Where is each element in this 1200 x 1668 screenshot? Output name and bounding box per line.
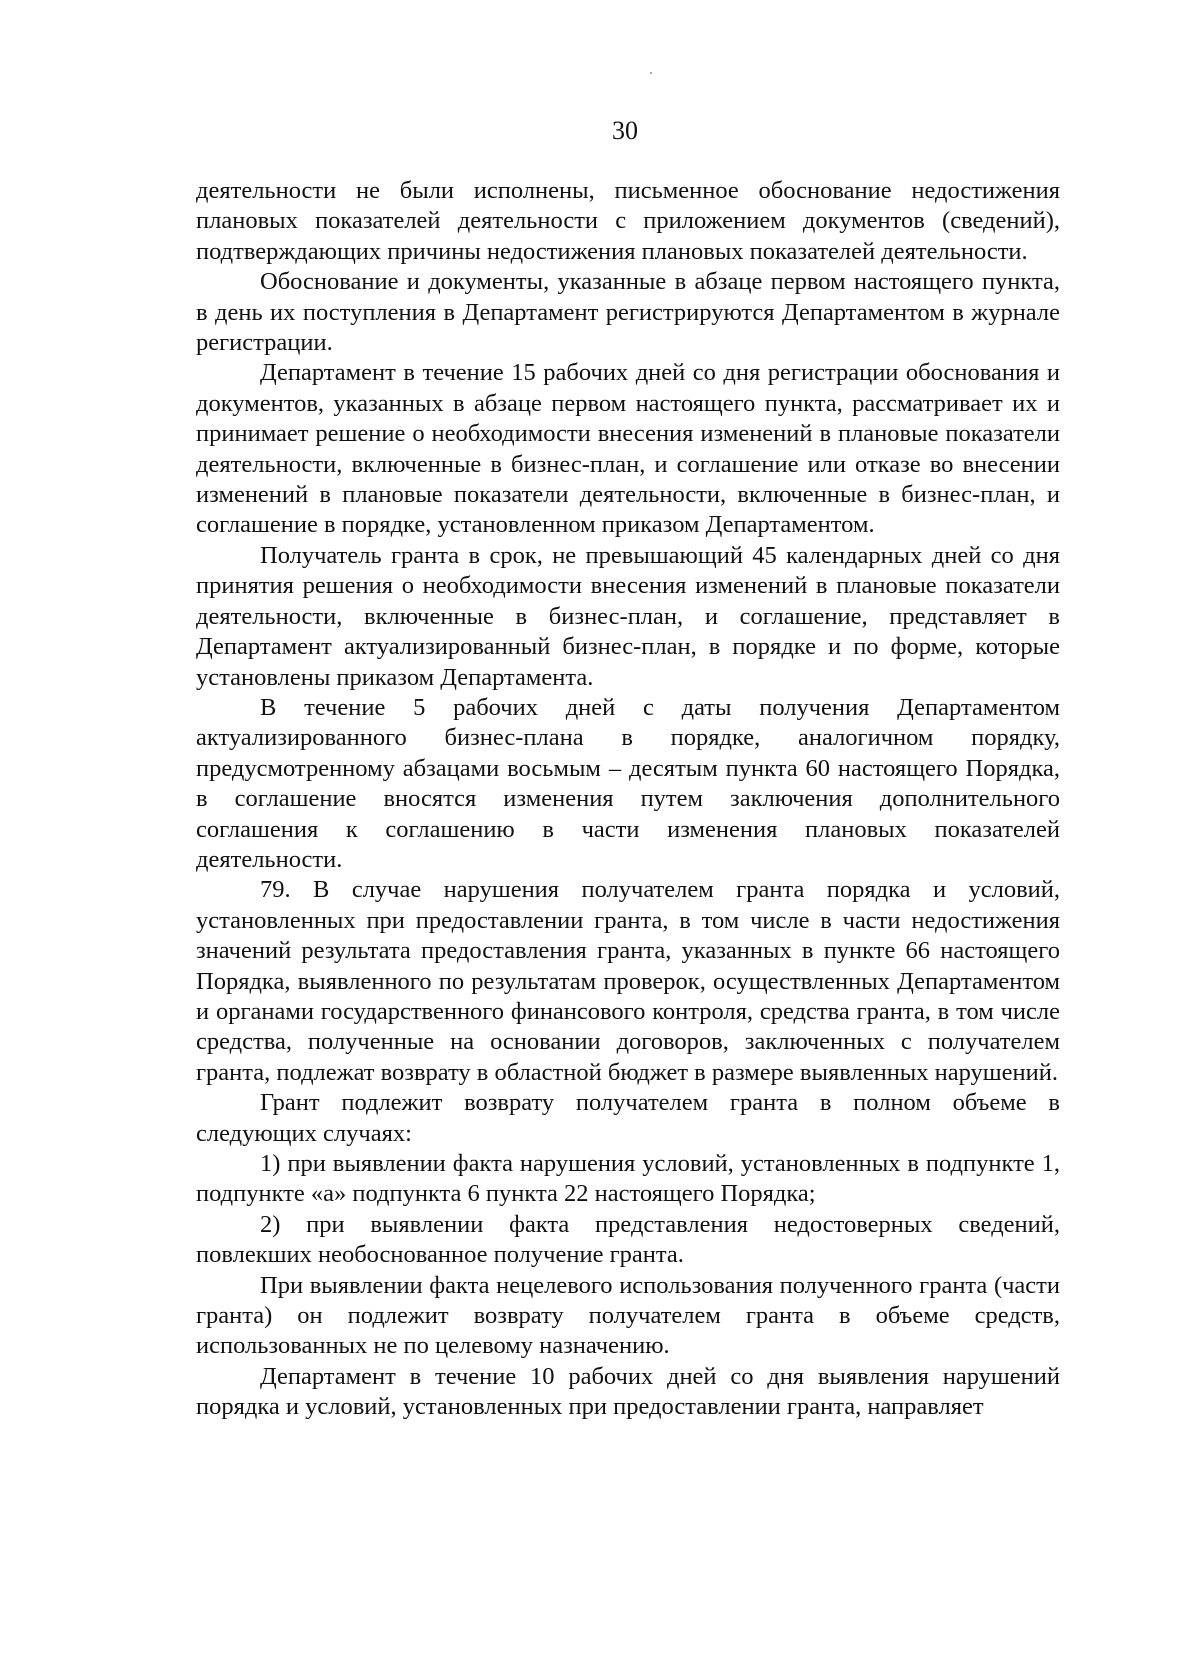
paragraph: Грант подлежит возврату получателем гранта в полном объеме в следующих случаях: (196, 1089, 1060, 1147)
page-number: 30 (612, 116, 638, 145)
list-item: 2) при выявлении факта представления недостоверных сведений, повлекших необоснованное получение гранта. (196, 1210, 1060, 1269)
scan-artifact (650, 72, 652, 74)
paragraph: Департамент в течение 10 рабочих дней со дня выявления нарушений порядка и условий, установленных при предоставлении гранта, направляет (196, 1362, 1060, 1421)
paragraph: В течение 5 рабочих дней с даты получения Департаментом актуализированного бизнес-плана в порядке, аналогичном порядку, предусмотренному абзацами восьмым – десятым пункта 60 настоящего Порядка, в соглашение вносятся изменения путем заключения дополнительного соглашения к соглашению в части изменения плановых показателей деятельности. (196, 693, 1060, 873)
paragraph-continuation: деятельности не были исполнены, письменное обоснование недостижения плановых показателей деятельности с приложением документов (сведений), подтверждающих причины недостижения плановых показателей деятельности. (196, 177, 1060, 265)
paragraph-clause-79: 79. В случае нарушения получателем гранта порядка и условий, установленных при предоставлении гранта, в том числе в части недостижения значений результата предоставления гранта, указанных в пункте 66 настоящего Порядка, выявленного по результатам проверок, осуществленных Департаментом и органами государственного финансового контроля, средства гранта, в том числе средства, полученные на основании договоров, заключенных с получателем гранта, подлежат возврату в областной бюджет в размере выявленных нарушений. (196, 876, 1060, 1086)
list-item: 1) при выявлении факта нарушения условий, установленных в подпункте 1, подпункте «а» подпункта 6 пункта 22 настоящего Порядка; (196, 1150, 1060, 1208)
paragraph: Получатель гранта в срок, не превышающий 45 календарных дней со дня принятия решения о необходимости внесения изменений в плановые показатели деятельности, включенные в бизнес-план, и соглашение, представляет в Департамент актуализированный бизнес-план, в порядке и по форме, которые установлены приказом Департамента. (196, 541, 1060, 691)
paragraph: Обоснование и документы, указанные в абзаце первом настоящего пункта, в день их поступления в Департамент регистрируются Департаментом в журнале регистрации. (196, 268, 1060, 357)
document-body (196, 176, 1060, 1423)
paragraph: При выявлении факта нецелевого использования полученного гранта (части гранта) он подлежит возврату получателем гранта в объеме средств, использованных не по целевому назначению. (196, 1271, 1060, 1360)
paragraph: Департамент в течение 15 рабочих дней со дня регистрации обоснования и документов, указанных в абзаце первом настоящего пункта, рассматривает их и принимает решение о необходимости внесения изменений в плановые показатели деятельности, включенные в бизнес-план, и соглашение или отказе во внесении изменений в плановые показатели деятельности, включенные в бизнес-план, и соглашение в порядке, установленном приказом Департаментом. (196, 359, 1060, 539)
